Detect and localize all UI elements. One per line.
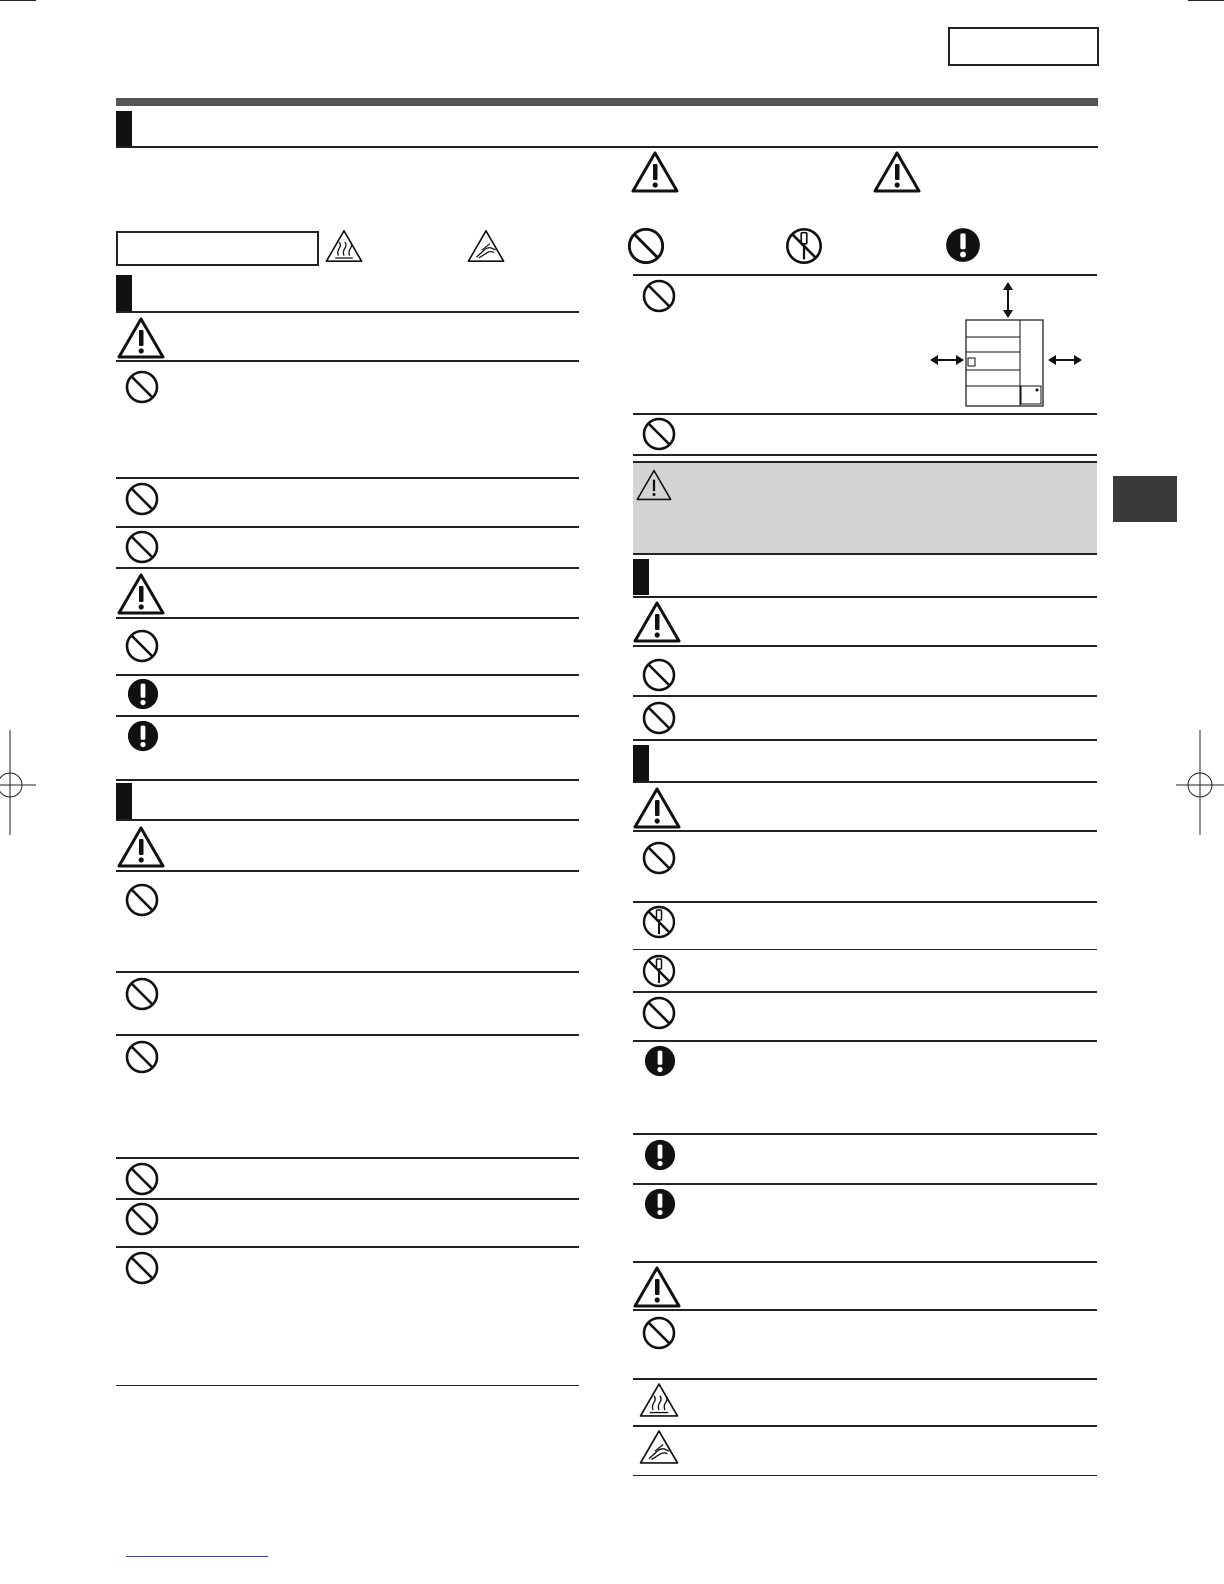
registration-mark-left (0, 730, 40, 840)
pinch-hazard-icon (638, 1428, 680, 1466)
row-rule (633, 1309, 1097, 1311)
row-rule (633, 1133, 1097, 1135)
footer-link[interactable] (126, 1556, 268, 1557)
prohibited-circle-icon (124, 976, 160, 1012)
hot-surface-icon (324, 227, 364, 265)
right-subsection-1-rule (633, 596, 1097, 598)
left-subsection-2-marker (116, 783, 132, 819)
mandatory-exclamation-icon (126, 677, 160, 711)
caution-triangle-icon (635, 468, 673, 502)
row-rule (116, 1198, 579, 1200)
prohibited-circle-icon (124, 882, 160, 918)
header-box (948, 27, 1099, 66)
mandatory-exclamation-icon (643, 1044, 677, 1078)
prohibited-circle-icon (641, 416, 677, 452)
prohibited-circle-icon (124, 1161, 160, 1197)
prohibited-circle-icon (124, 369, 160, 405)
hot-surface-icon (638, 1381, 680, 1419)
prohibited-circle-icon (124, 529, 160, 565)
row-rule (116, 715, 579, 717)
row-rule (116, 567, 579, 569)
row-rule (116, 971, 579, 973)
right-subsection-2-rule (633, 781, 1097, 783)
warning-triangle-icon (632, 786, 682, 830)
right-subsection-1-marker (633, 559, 649, 595)
row-rule (116, 526, 579, 528)
row-rule (116, 360, 579, 362)
prohibited-circle-icon (641, 700, 677, 736)
row-rule (116, 674, 579, 676)
registration-mark-right (1176, 730, 1224, 840)
row-rule (633, 991, 1097, 993)
prohibited-circle-icon (641, 657, 677, 693)
no-disassembly-icon (641, 953, 677, 989)
main-section-marker (116, 111, 132, 147)
right-column-end-rule (633, 1475, 1097, 1476)
left-column-end-rule (116, 1385, 579, 1386)
row-rule (633, 1040, 1097, 1042)
caution-triangle-icon (632, 1265, 682, 1309)
row-rule (633, 739, 1097, 741)
warning-triangle-icon (116, 572, 166, 616)
mandatory-exclamation-icon (643, 1138, 677, 1172)
row-rule (633, 645, 1097, 647)
row-rule (116, 779, 579, 781)
top-bar (116, 98, 1098, 106)
warning-triangle-icon (630, 150, 680, 194)
row-rule (633, 413, 1097, 415)
prohibited-circle-icon (641, 278, 677, 314)
prohibited-circle-icon (124, 1201, 160, 1237)
row-rule (633, 1378, 1097, 1380)
no-disassembly-icon (784, 226, 824, 266)
pinch-hazard-icon (466, 227, 506, 265)
row-rule (116, 1157, 579, 1159)
clearance-diagram (928, 282, 1084, 410)
row-rule (633, 1261, 1097, 1263)
row-rule (116, 1034, 579, 1036)
row-rule (116, 870, 579, 872)
row-rule (116, 477, 579, 479)
prohibited-circle-icon (641, 1315, 677, 1351)
mandatory-exclamation-icon (944, 226, 982, 264)
mandatory-exclamation-icon (126, 719, 160, 753)
left-subsection-1-rule (116, 311, 579, 313)
main-section-rule (116, 146, 1098, 148)
row-rule (633, 1425, 1097, 1427)
row-rule (633, 454, 1097, 456)
row-rule (116, 1246, 579, 1248)
right-subsection-2-marker (633, 745, 649, 781)
prohibited-circle-icon (124, 628, 160, 664)
row-rule (633, 830, 1097, 832)
row-rule (633, 695, 1097, 697)
prohibited-circle-icon (626, 226, 666, 266)
row-rule (116, 617, 579, 619)
prohibited-circle-icon (124, 1039, 160, 1075)
legend-label-box (116, 231, 319, 266)
caution-triangle-icon (872, 150, 922, 194)
no-disassembly-icon (641, 904, 677, 940)
prohibited-circle-icon (124, 1250, 160, 1286)
shaded-caution-box (633, 461, 1097, 555)
row-rule (633, 1183, 1097, 1185)
crop-mark-top-left (0, 0, 36, 1)
prohibited-circle-icon (641, 840, 677, 876)
row-rule (633, 274, 1097, 276)
prohibited-circle-icon (641, 995, 677, 1031)
warning-triangle-icon (116, 825, 166, 869)
crop-mark-top-right (1188, 0, 1224, 1)
tab-marker (1113, 476, 1177, 522)
row-rule (633, 901, 1097, 903)
mandatory-exclamation-icon (643, 1187, 677, 1221)
left-subsection-1-marker (116, 275, 132, 311)
warning-triangle-icon (116, 316, 166, 360)
left-subsection-2-rule (116, 819, 579, 821)
warning-triangle-icon (632, 600, 682, 644)
row-rule (633, 949, 1097, 950)
prohibited-circle-icon (124, 481, 160, 517)
